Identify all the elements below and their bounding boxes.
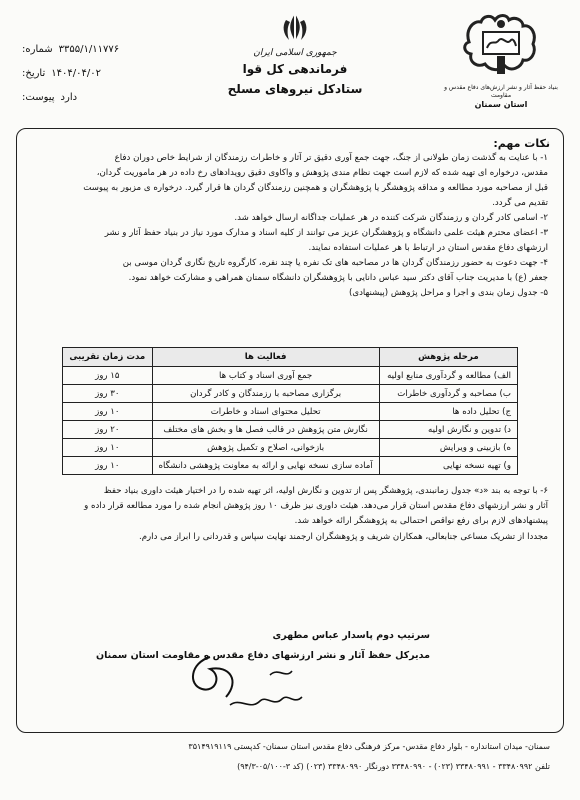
paragraph-line: ۵- جدول زمان بندی و اجرا و مراحل پژوهش (پیشنهادی) <box>349 288 548 298</box>
stage-cell: ج) تحلیل داده ها <box>379 403 517 421</box>
paragraph-line: مقدس، درخواره ای تهیه شده که لازم است جهت نظام مندی پژوهش و واکاوی دقیق رویدادهای رخ داده در هر ماموریت گردان، <box>96 168 548 178</box>
paragraph-line: پیشنهادهای لازم برای رفع نواقص احتمالی به پژوهشگر ارائه خواهد شد. <box>294 516 548 526</box>
activity-cell: آماده سازی نسخه نهایی و ارائه به معاونت پژوهشی دانشگاه <box>152 457 379 475</box>
duration-cell: ۲۰ روز <box>63 421 153 439</box>
attachment-value: دارد <box>60 92 78 103</box>
stage-cell: ه) بازبینی و ویرایش <box>379 439 517 457</box>
iran-emblem-icon <box>280 12 310 46</box>
date-label: تاریخ: <box>22 68 46 79</box>
letterhead-center <box>200 12 390 96</box>
number-label: شماره: <box>22 44 53 55</box>
footer-phones: تلفن ۳۳۴۸۰۹۹۲ - ۳۳۴۸۰۹۹۱ (۰۲۳) - ۳۳۴۸۰۹۹۰ دورنگار ۳۳۴۸۰۹۹۰ (۰۲۳) (کد ۳-۰۵/۱۰۰-۹۴/۳) <box>237 762 550 771</box>
logo-caption: بنیاد حفظ آثار و نشر ارزش‌های دفاع مقدس و مقاومت <box>444 84 558 99</box>
stage-cell: د) تدوین و نگارش اولیه <box>379 421 517 439</box>
table-row <box>63 403 518 421</box>
commander-line: فرماندهی کل قوا <box>242 62 348 76</box>
duration-cell: ۱۰ روز <box>63 439 153 457</box>
signatory-name: سرتیپ دوم پاسدار عباس مطهری <box>272 630 430 641</box>
activity-cell: برگزاری مصاحبه با رزمندگان و کادر گردان <box>152 385 379 403</box>
notes-paragraphs <box>28 151 548 301</box>
signatory-title: مدیرکل حفظ آثار و نشر ارزشهای دفاع مقدس و مقاومت استان سمنان <box>96 650 430 661</box>
duration-cell: ۳۰ روز <box>63 385 153 403</box>
paragraph-line: مجددا از تشریک مساعی جنابعالی، همکاران شریف و پژوهشگران ارجمند نهایت سپاس و قدردانی را ابراز می دارم. <box>138 532 548 542</box>
closing-paragraphs <box>28 484 548 545</box>
paragraph-line: ۱- با عنایت به گذشت زمان طولانی از جنگ، جهت جمع آوری دقیق تر آثار و خاطرات رزمندگان از شرایط خاص دوران دفاع <box>114 153 548 163</box>
general-staff-line: ستادکل نیروهای مسلح <box>227 82 363 96</box>
handwritten-signature <box>170 645 320 725</box>
paragraph-line: ۴- جهت دعوت به حضور رزمندگان گردان ها در مصاحبه های تک نفره یا چند نفره، کارگروه تاریخ نگاری گردان موسی بن <box>122 258 548 268</box>
stage-cell: الف) مطالعه و گردآوری منابع اولیه <box>379 367 517 385</box>
duration-cell: ۱۰ روز <box>63 403 153 421</box>
notes-title: نکات مهم: <box>493 137 550 150</box>
foundation-logo-block <box>436 12 566 109</box>
column-header-activities: فعالیت ها <box>152 348 379 367</box>
paragraph-line: جعفر (ع) با مدیریت جناب آقای دکتر سید عباس دانایی با پژوهشگران دانشگاه سمنان همراهی و مشارکت خواهد نمود. <box>128 273 548 283</box>
number-row <box>22 38 172 62</box>
table-row <box>63 457 518 475</box>
paragraph-line: ۳- اعضای محترم هیئت علمی دانشگاه و پژوهشگران عزیز می توانند از کلیه اسناد و مدارک مورد نیاز در بنیاد حفظ آثار و نشر <box>104 228 548 238</box>
column-header-duration: مدت زمان تقریبی <box>63 348 153 367</box>
republic-line: جمهوری اسلامی ایران <box>253 48 337 58</box>
table-row <box>63 439 518 457</box>
foundation-logo-icon <box>461 12 541 78</box>
table-row <box>63 367 518 385</box>
footer-address: سمنان- میدان استانداره - بلوار دفاع مقدس- مرکز فرهنگی دفاع مقدس استان سمنان- کدپستی ۳۵۱۴۹۱۹۱۱۹ <box>188 742 550 751</box>
number-value: ۳۳۵۵/۱/۱۱۷۷۶ <box>58 44 120 55</box>
paragraph-line: قبل از مصاحبه مورد مطالعه و مداقه پژوهشگر یا پژوهشگران و همچنین رزمندگان گردان ها قرار گیرد. درخواره ی مزبور به پیوست <box>83 183 548 193</box>
paragraph-line: ارزشهای دفاع مقدس استان در ارتباط با هر عملیات استفاده نمایند. <box>308 243 548 253</box>
table-row <box>63 385 518 403</box>
paragraph-line: تقدیم می گردد. <box>492 198 548 208</box>
activity-cell: بازخوانی، اصلاح و تکمیل پژوهش <box>152 439 379 457</box>
logo-province: استان سمنان <box>474 100 528 109</box>
paragraph-line: ۶- با توجه به بند «د» جدول زمانبندی، پژوهشگر پس از تدوین و نگارش اولیه، اثر تهیه شده را در اختیار هیئت داوری بنیاد حفظ <box>103 486 548 496</box>
activity-cell: نگارش متن پژوهش در قالب فصل ها و بخش های مختلف <box>152 421 379 439</box>
activity-cell: تحلیل محتوای اسناد و خاطرات <box>152 403 379 421</box>
date-value: ۱۴۰۴/۰۴/۰۲ <box>51 68 101 79</box>
date-row <box>22 62 172 86</box>
duration-cell: ۱۰ روز <box>63 457 153 475</box>
duration-cell: ۱۵ روز <box>63 367 153 385</box>
paragraph-line: آثار و نشر ارزشهای دفاع مقدس استان قرار می‌دهد. هیئت داوری نیز ظرف ۱۰ روز پژوهش انجام شده را مورد مطالعه قرار داده و <box>84 501 548 511</box>
table-header-row <box>63 348 518 367</box>
attachment-label: پیوست: <box>22 92 55 103</box>
letter-meta <box>22 38 172 110</box>
activity-cell: جمع آوری اسناد و کتاب ها <box>152 367 379 385</box>
column-header-stage: مرحله پژوهش <box>379 348 517 367</box>
stage-cell: ب) مصاحبه و گردآوری خاطرات <box>379 385 517 403</box>
paragraph-line: ۲- اسامی کادر گردان و رزمندگان شرکت کننده در هر عملیات جداگانه ارسال خواهد شد. <box>234 213 548 223</box>
attachment-row <box>22 86 172 110</box>
schedule-table <box>62 347 518 475</box>
stage-cell: و) تهیه نسخه نهایی <box>379 457 517 475</box>
table-row <box>63 421 518 439</box>
